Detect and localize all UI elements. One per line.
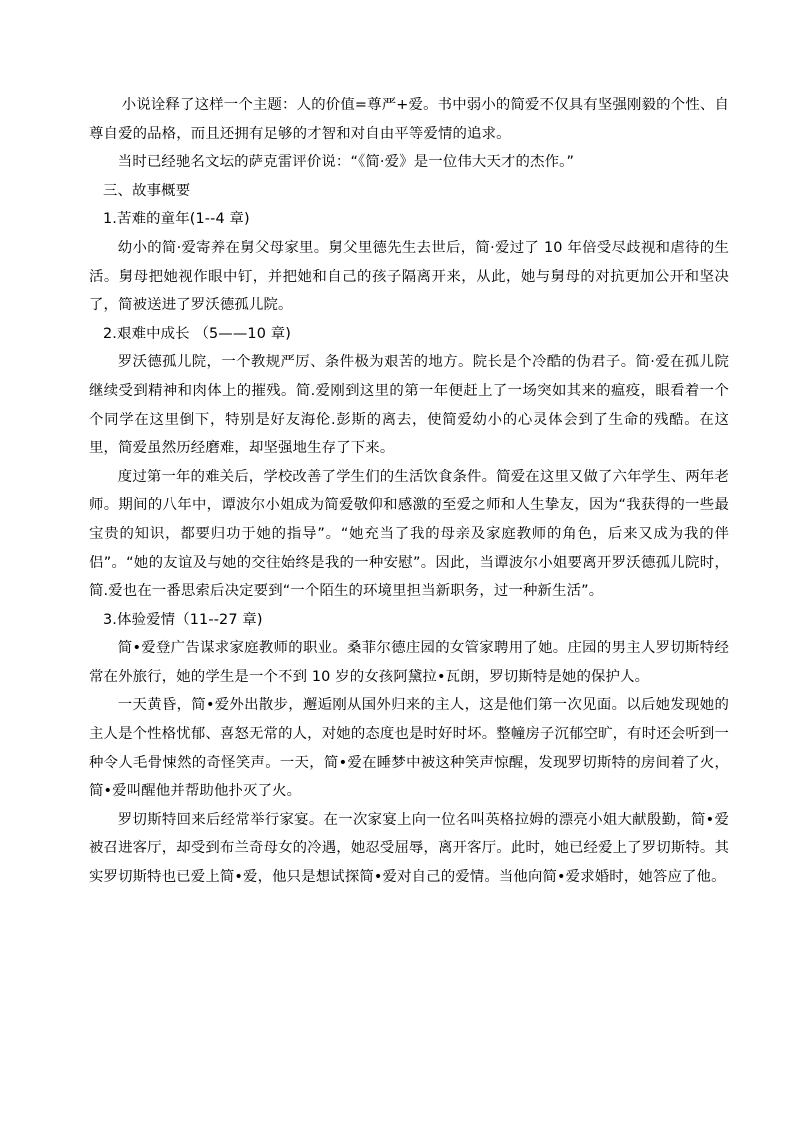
paragraph-miss-temple: 度过第一年的难关后，学校改善了学生们的生活饮食条件。简爱在这里又做了六年学生、两年老师。期间的八年中，谭波尔小姐成为简爱敬仰和感激的至爱之师和人生挚友，因为“我获得的一些最宝贵的知识，都要归功于她的指导”。“她充当了我的母亲及家庭教师的角色，后来又成为我的伴侣”。“她的友谊及与她的交往始终是我的一种安慰”。因此，当谭波尔小姐要离开罗沃德孤儿院时，简.爱也在一番思索后决定要到“一个陌生的环境里担当新职务，过一种新生活”。 — [89, 468, 729, 600]
document-body — [89, 91, 729, 892]
subheading-love: 3.体验爱情（11--27 章) — [103, 611, 263, 628]
paragraph-childhood: 幼小的简·爱寄养在舅父母家里。舅父里德先生去世后，简·爱过了 10 年倍受尽歧视和虐待的生活。舅母把她视作眼中钉，并把她和自己的孩子隔离开来，从此，她与舅母的对抗更加公开和坚决了，简被送进了罗沃德孤儿院。 — [89, 239, 729, 314]
subheading-childhood: 1.苦难的童年(1--4 章) — [103, 211, 250, 228]
paragraph-first-meeting: 一天黄昏，简•爱外出散步，邂逅刚从国外归来的主人，这是他们第一次见面。以后她发现她的主人是个性格忧郁、喜怒无常的人，对她的态度也是时好时坏。整幢房子沉郁空旷，有时还会听到一种令人毛骨悚然的奇怪笑声。一天，简•爱在睡梦中被这种笑声惊醒，发现罗切斯特的房间着了火，简•爱叫醒他并帮助他扑灭了火。 — [89, 697, 729, 800]
paragraph-theme: 小说诠释了这样一个主题：人的价值=尊严+爱。书中弱小的简爱不仅具有坚强刚毅的个性、自尊自爱的品格，而且还拥有足够的才智和对自由平等爱情的追求。 — [89, 97, 729, 142]
paragraph-proposal: 罗切斯特回来后经常举行家宴。在一次家宴上向一位名叫英格拉姆的漂亮小姐大献殷勤，简•爱被召进客厅，却受到布兰奇母女的冷遇，她忍受屈辱，离开客厅。此时，她已经爱上了罗切斯特。其实罗切斯特也已爱上简•爱，他只是想试探简•爱对自己的爱情。当他向简•爱求婚时，她答应了他。 — [89, 811, 729, 886]
paragraph-orphanage: 罗沃德孤儿院，一个教规严厉、条件极为艰苦的地方。院长是个冷酷的伪君子。简·爱在孤儿院继续受到精神和肉体上的摧残。简.爱刚到这里的第一年便赶上了一场突如其来的瘟疫，眼看着一个个同学在这里倒下，特别是好友海伦.彭斯的离去，使简爱幼小的心灵体会到了生命的残酷。在这里，简爱虽然历经磨难，却坚强地生存了下来。 — [89, 354, 729, 457]
paragraph-thackeray-quote: 当时已经驰名文坛的萨克雷评价说：“《简·爱》是一位伟大天才的杰作。” — [117, 154, 575, 171]
section-heading-story-summary: 三、故事概要 — [103, 182, 191, 199]
paragraph-governess: 简•爱登广告谋求家庭教师的职业。桑菲尔德庄园的女管家聘用了她。庄园的男主人罗切斯特经常在外旅行，她的学生是一个不到 10 岁的女孩阿黛拉•瓦朗，罗切斯特是她的保护人。 — [89, 640, 729, 685]
subheading-growing-up: 2.艰难中成长 （5——10 章) — [103, 325, 292, 342]
